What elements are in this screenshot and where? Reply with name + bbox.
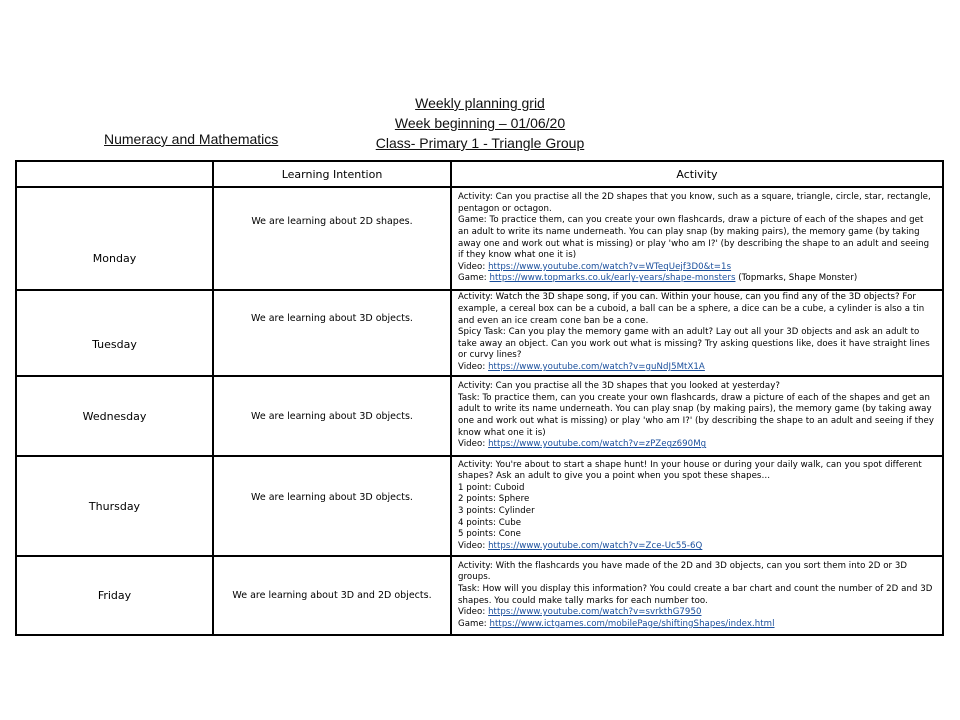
header-day xyxy=(16,161,213,187)
resource-link[interactable]: https://www.youtube.com/watch?v=guNdJ5MtX1A xyxy=(488,361,705,372)
activity-line: 1 point: Cuboid xyxy=(458,482,525,493)
resource-link[interactable]: https://www.youtube.com/watch?v=svrkthG7950 xyxy=(488,607,702,618)
activity-line: Task: To practice them, can you create your own flashcards, draw a picture of each of the shapes and get an adult to write its name underneath. You can play snap (by making pairs), the memory game (by taking away one and work out what is missing) or play 'who am I?' (by describing the shape to an adult and seeing if they know what one it is) xyxy=(458,392,934,438)
activity-line: Activity: Can you practise all the 3D shapes that you looked at yesterday? xyxy=(458,381,780,392)
learning-intention-cell: We are learning about 3D objects. xyxy=(213,456,451,556)
activity-line: Activity: With the flashcards you have made of the 2D and 3D objects, can you sort them into 2D or 3D groups. xyxy=(458,560,908,583)
activity-line: Task: How will you display this information? You could create a bar chart and count the number of 2D and 3D shapes. You could make tally marks for each number too. xyxy=(458,583,933,606)
table-row xyxy=(16,556,943,635)
activity-cell xyxy=(451,187,943,290)
link-label: Game: xyxy=(458,618,490,629)
link-label: Video: xyxy=(458,361,489,372)
activity-cell xyxy=(451,556,943,635)
subject-heading: Numeracy and Mathematics xyxy=(104,131,279,147)
activity-line xyxy=(458,439,937,451)
planning-grid xyxy=(15,160,944,636)
resource-link[interactable]: https://www.youtube.com/watch?v=zPZegz690Mg xyxy=(488,439,707,450)
table-row xyxy=(16,290,943,376)
link-label: Video: xyxy=(458,261,489,272)
link-label: Video: xyxy=(458,439,489,450)
activity-cell xyxy=(451,456,943,556)
day-cell: Friday xyxy=(16,556,213,635)
activity-line: Activity: Can you practise all the 2D shapes that you know, such as a square, triangle, circle, star, rectangle, pentagon or octagon. xyxy=(458,192,931,214)
activity-line xyxy=(458,362,937,374)
activity-line: Activity: You're about to start a shape hunt! In your house or during your daily walk, can you spot different shapes? Ask an adult to give you a point when you spot these shapes… xyxy=(458,459,922,482)
header-learning-intention: Learning Intention xyxy=(213,161,451,187)
link-note: (Topmarks, Shape Monster) xyxy=(735,273,858,284)
resource-link[interactable]: https://www.topmarks.co.uk/early-years/shape-monsters xyxy=(489,273,736,284)
activity-line: Game: To practice them, can you create your own flashcards, draw a picture of each of the shapes and get an adult to write its name underneath. You can play snap (by making pairs), the memory game (by taking away one and work out what is missing) or play 'who am I?' (by describing the shape to an adult and seeing if they know what one it is) xyxy=(458,215,930,261)
title-block xyxy=(340,93,620,153)
activity-line: 2 points: Sphere xyxy=(458,494,530,505)
day-cell: Tuesday xyxy=(16,290,213,376)
learning-intention-cell: We are learning about 3D objects. xyxy=(213,290,451,376)
activity-line xyxy=(458,607,937,619)
resource-link[interactable]: https://www.ictgames.com/mobilePage/shiftingShapes/index.html xyxy=(489,618,775,629)
header-activity: Activity xyxy=(451,161,943,187)
activity-line xyxy=(458,541,937,553)
activity-cell xyxy=(451,290,943,376)
link-label: Game: xyxy=(458,273,490,284)
class-name: Class- Primary 1 - Triangle Group xyxy=(375,135,585,151)
activity-line xyxy=(458,262,937,274)
header-row xyxy=(16,161,943,187)
learning-intention-cell: We are learning about 2D shapes. xyxy=(213,187,451,290)
day-cell: Thursday xyxy=(16,456,213,556)
activity-line: Spicy Task: Can you play the memory game with an adult? Lay out all your 3D objects and ask an adult to take away an object. Can you work out what is missing? Try asking questions like, does it have straight lines or curvy lines? xyxy=(458,327,930,361)
table-row xyxy=(16,187,943,290)
activity-line: 3 points: Cylinder xyxy=(458,506,535,516)
activity-line: Activity: Watch the 3D shape song, if you can. Within your house, can you find any of the 3D objects? For example, a cereal box can be a cuboid, a ball can be a sphere, a dice can be a cube, a cylinder is also a tin and even an ice cream cone ban be a cone. xyxy=(458,292,925,326)
activity-line xyxy=(458,273,937,285)
page-title: Weekly planning grid xyxy=(415,95,545,111)
activity-cell xyxy=(451,376,943,456)
day-cell: Monday xyxy=(16,187,213,290)
resource-link[interactable]: https://www.youtube.com/watch?v=Zce-Uc55-6Q xyxy=(488,540,703,551)
activity-line: 4 points: Cube xyxy=(458,517,522,528)
activity-line xyxy=(458,619,937,631)
learning-intention-cell: We are learning about 3D objects. xyxy=(213,376,451,456)
link-label: Video: xyxy=(458,540,489,551)
week-beginning: Week beginning – 01/06/20 xyxy=(394,115,566,131)
table-row xyxy=(16,456,943,556)
activity-line: 5 points: Cone xyxy=(458,529,521,540)
table-row xyxy=(16,376,943,456)
link-label: Video: xyxy=(458,607,489,618)
day-cell: Wednesday xyxy=(16,376,213,456)
resource-link[interactable]: https://www.youtube.com/watch?v=WTeqUejf3D0&t=1s xyxy=(488,261,732,272)
learning-intention-cell: We are learning about 3D and 2D objects. xyxy=(213,556,451,635)
